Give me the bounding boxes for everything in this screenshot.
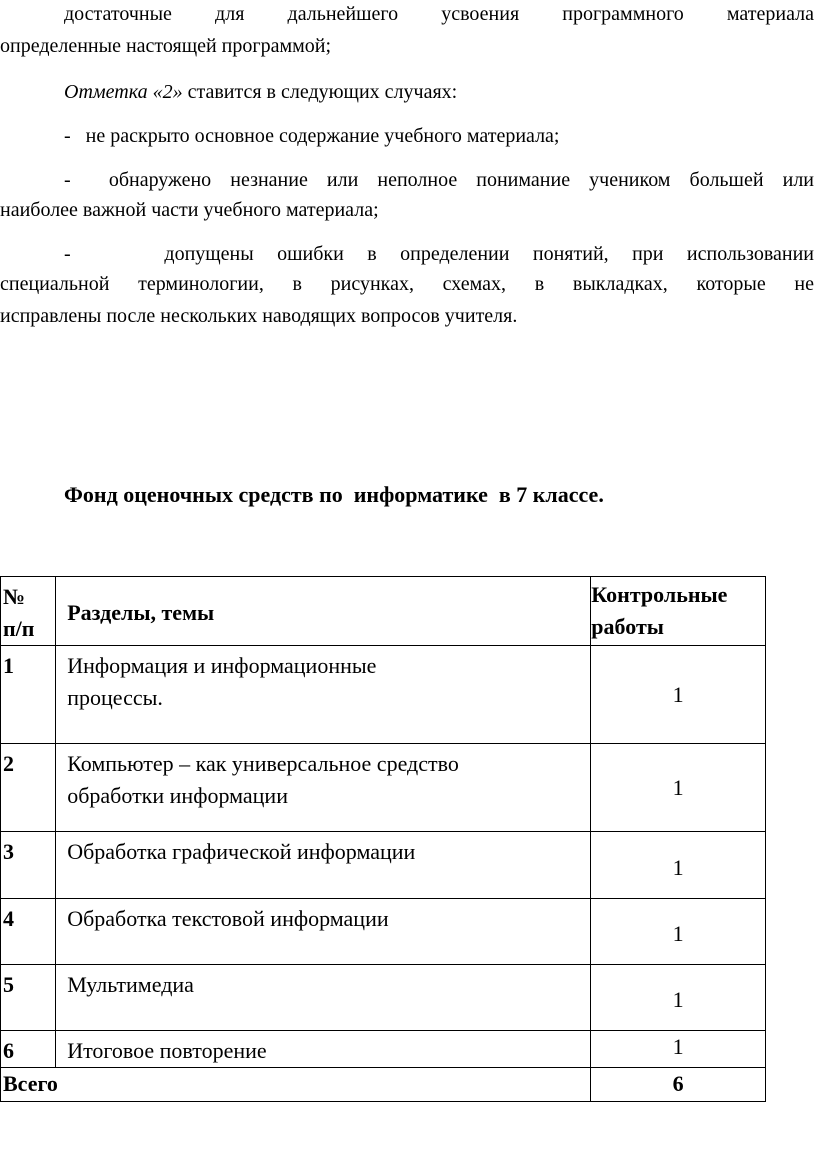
table-row [1,744,766,832]
section-title [0,482,816,508]
row-value: 1 [591,965,766,1031]
row-topic [56,1031,591,1068]
text-line: наиболее важной части учебного материала; [0,199,379,221]
grade-2-heading [64,80,816,104]
row-topic [56,646,591,744]
row-value: 1 [591,832,766,899]
table-row [1,832,766,899]
row-topic-line1: Итоговое повторение [67,1038,267,1063]
table-row [1,965,766,1031]
row-num: 2 [1,744,56,832]
row-topic [56,965,591,1031]
table-header-row [1,577,766,646]
text-line: - не раскрыто основное содержание учебного материала; [64,125,560,147]
row-topic-line1: Мультимедиа [67,972,194,997]
text-line: специальной терминологии, в рисунках, схемах, в выкладках, которые не [0,273,814,295]
table-row [1,646,766,744]
header-num [1,577,56,646]
total-label: Всего [1,1068,591,1102]
row-topic [56,899,591,965]
row-value: 1 [591,646,766,744]
row-topic-line2: обработки информации [67,783,288,808]
text-line: - обнаружено незнание или неполное понимание учеником большей или [64,169,814,191]
header-topic [56,577,591,646]
row-topic [56,832,591,899]
table-row [1,1031,766,1068]
row-value: 1 [591,744,766,832]
row-value: 1 [591,899,766,965]
grade-2-label: Отметка «2» [64,81,183,103]
assessment-table [0,576,766,1102]
text-line: исправлены после нескольких наводящих вопросов учителя. [0,305,518,327]
row-value: 1 [591,1031,766,1068]
header-topic-text: Разделы, темы [67,600,215,625]
row-topic-line2: процессы. [67,685,163,710]
header-num-line2: п/п [3,616,35,641]
row-topic-line1: Компьютер – как универсальное средство [67,751,459,776]
text-line: достаточные для дальнейшего усвоения программного материала [64,3,814,25]
text-line: определенные настоящей программой; [0,35,332,57]
row-num: 6 [1,1031,56,1068]
row-num: 4 [1,899,56,965]
header-num-line1: № [3,584,26,609]
section-title-text: Фонд оценочных средств по информатике в 7 классе. [64,482,604,507]
row-topic-line1: Информация и информационные [67,653,377,678]
total-value: 6 [591,1068,766,1102]
table-row [1,899,766,965]
grade-2-text: ставится в следующих случаях: [182,81,458,103]
row-num: 3 [1,832,56,899]
header-works-line1: Контрольные [591,582,728,607]
table-total-row [1,1068,766,1102]
header-works [591,577,766,646]
row-topic [56,744,591,832]
row-num: 1 [1,646,56,744]
row-topic-line1: Обработка текстовой информации [67,906,389,931]
header-works-line2: работы [591,614,664,639]
row-num: 5 [1,965,56,1031]
text-line: - допущены ошибки в определении понятий, при использовании [64,243,814,265]
row-topic-line1: Обработка графической информации [67,839,416,864]
